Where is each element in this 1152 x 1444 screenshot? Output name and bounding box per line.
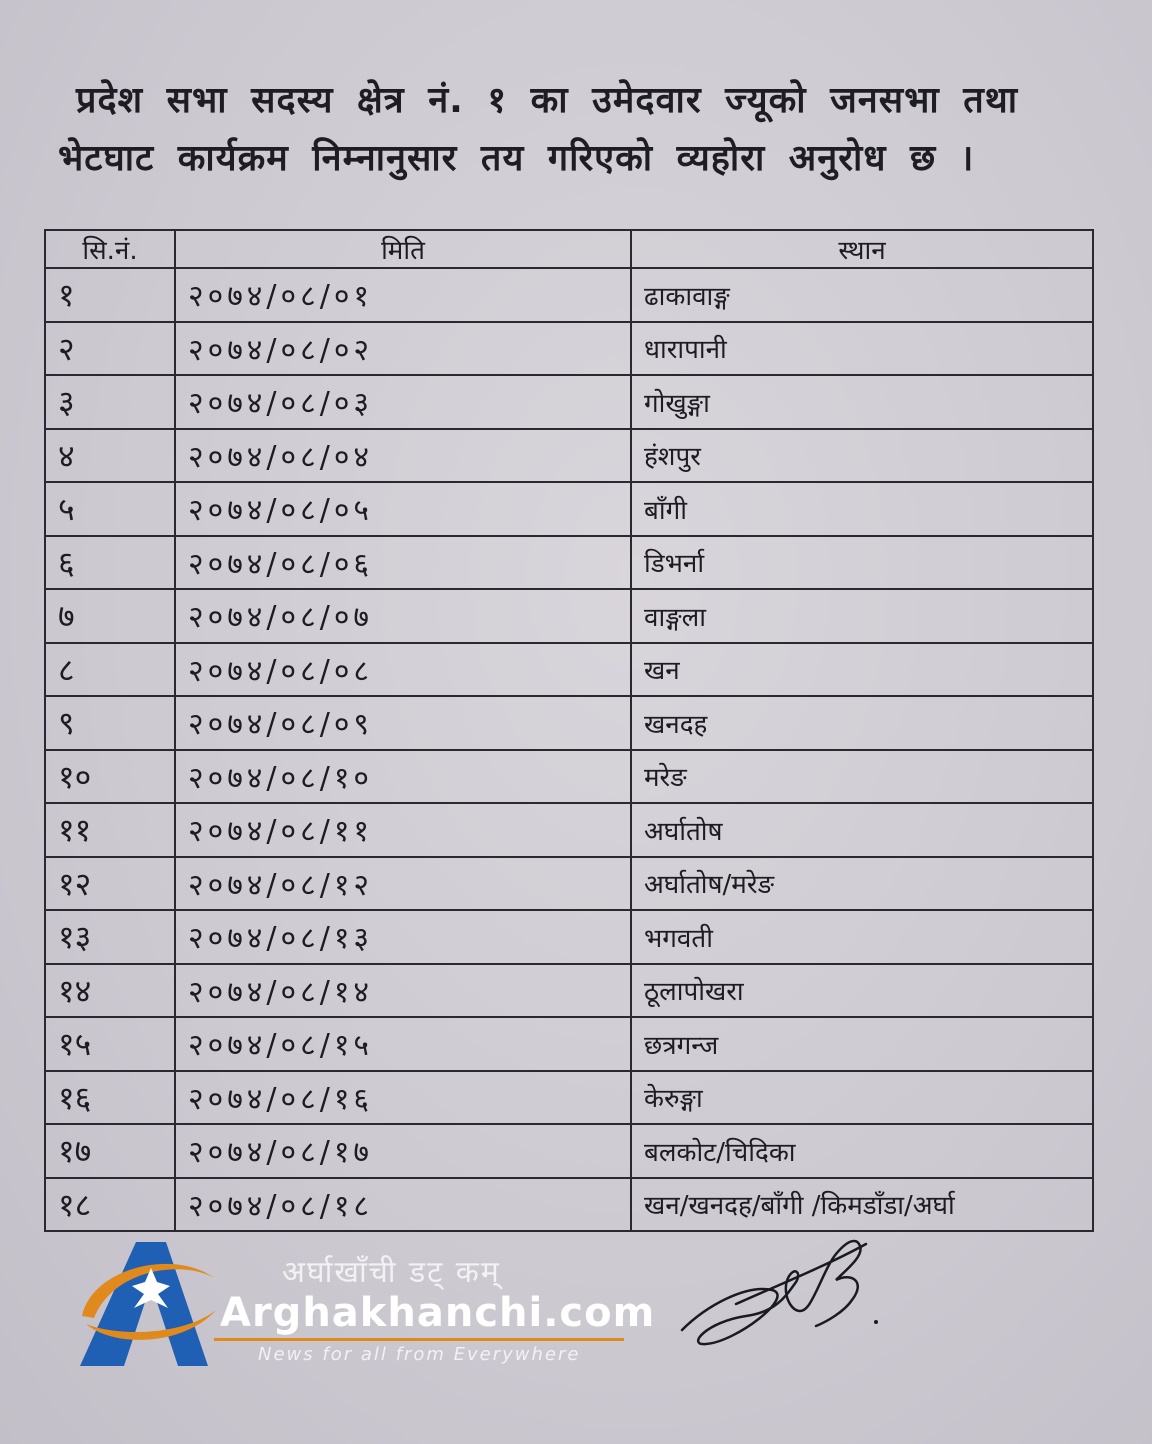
table-row <box>45 268 1093 322</box>
cell-serial: ३ <box>45 375 175 429</box>
table-row <box>45 375 1093 429</box>
cell-place: मरेङ <box>631 750 1093 804</box>
cell-place: धारापानी <box>631 322 1093 376</box>
cell-date: २०७४/०८/१७ <box>175 1124 631 1178</box>
cell-serial: १ <box>45 268 175 322</box>
cell-serial: १४ <box>45 964 175 1018</box>
table-row <box>45 803 1093 857</box>
cell-date: २०७४/०८/१४ <box>175 964 631 1018</box>
table-row <box>45 429 1093 483</box>
table-row <box>45 964 1093 1018</box>
cell-place: बाँगी <box>631 482 1093 536</box>
cell-place: खन <box>631 643 1093 697</box>
logo-site-name: Arghakhanchi.com <box>220 1290 656 1336</box>
signature-icon <box>676 1226 896 1356</box>
table-row <box>45 589 1093 643</box>
cell-place: डिभर्ना <box>631 536 1093 590</box>
cell-place: भगवती <box>631 910 1093 964</box>
cell-serial: ८ <box>45 643 175 697</box>
cell-place: ठूलापोखरा <box>631 964 1093 1018</box>
table-row <box>45 1178 1093 1232</box>
cell-date: २०७४/०८/०१ <box>175 268 631 322</box>
logo-divider <box>214 1338 624 1341</box>
header-place: स्थान <box>631 230 1093 268</box>
cell-date: २०७४/०८/०७ <box>175 589 631 643</box>
table-row <box>45 1071 1093 1125</box>
table-row <box>45 857 1093 911</box>
cell-place: गोखुङ्गा <box>631 375 1093 429</box>
intro-paragraph <box>58 72 1148 188</box>
cell-serial: ११ <box>45 803 175 857</box>
cell-place: केरुङ्गा <box>631 1071 1093 1125</box>
cell-place: अर्घातोष/मरेङ <box>631 857 1093 911</box>
cell-serial: ७ <box>45 589 175 643</box>
cell-serial: ६ <box>45 536 175 590</box>
cell-place: छत्रगन्ज <box>631 1017 1093 1071</box>
cell-serial: ४ <box>45 429 175 483</box>
intro-line-2: भेटघाट कार्यक्रम निम्नानुसार तय गरिएको व्यहोरा अनुरोध छ । <box>58 138 975 179</box>
cell-place: वाङ्गला <box>631 589 1093 643</box>
cell-place: बलकोट/चिदिका <box>631 1124 1093 1178</box>
table-row <box>45 696 1093 750</box>
cell-serial: १८ <box>45 1178 175 1232</box>
cell-date: २०७४/०८/१२ <box>175 857 631 911</box>
table-row <box>45 910 1093 964</box>
cell-serial: १७ <box>45 1124 175 1178</box>
logo-nepali-name: अर्घाखाँची डट् कम् <box>282 1255 501 1290</box>
cell-date: २०७४/०८/०८ <box>175 643 631 697</box>
cell-date: २०७४/०८/०९ <box>175 696 631 750</box>
table-row <box>45 536 1093 590</box>
table-row <box>45 482 1093 536</box>
cell-serial: १५ <box>45 1017 175 1071</box>
cell-date: २०७४/०८/१५ <box>175 1017 631 1071</box>
arghakhanchi-logo <box>74 1238 656 1370</box>
cell-serial: ९ <box>45 696 175 750</box>
cell-date: २०७४/०८/१६ <box>175 1071 631 1125</box>
cell-date: २०७४/०८/०४ <box>175 429 631 483</box>
cell-serial: १० <box>45 750 175 804</box>
table-row <box>45 750 1093 804</box>
cell-date: २०७४/०८/०२ <box>175 322 631 376</box>
cell-serial: २ <box>45 322 175 376</box>
logo-a-icon <box>74 1238 224 1370</box>
cell-serial: १२ <box>45 857 175 911</box>
cell-place: हंशपुर <box>631 429 1093 483</box>
table-header-row <box>45 230 1093 268</box>
cell-place: ढाकावाङ्ग <box>631 268 1093 322</box>
cell-date: २०७४/०८/०६ <box>175 536 631 590</box>
header-date: मिति <box>175 230 631 268</box>
table-row <box>45 322 1093 376</box>
intro-line-1: प्रदेश सभा सदस्य क्षेत्र नं. १ का उमेदवार ज्यूको जनसभा तथा <box>76 80 1019 121</box>
cell-serial: ५ <box>45 482 175 536</box>
table-row <box>45 1124 1093 1178</box>
cell-place: खन/खनदह/बाँगी /किमडाँडा/अर्घा <box>631 1178 1093 1232</box>
cell-date: २०७४/०८/१३ <box>175 910 631 964</box>
schedule-table <box>44 229 1094 1232</box>
cell-date: २०७४/०८/०३ <box>175 375 631 429</box>
cell-place: अर्घातोष <box>631 803 1093 857</box>
cell-date: २०७४/०८/१८ <box>175 1178 631 1232</box>
logo-tagline: News for all from Everywhere <box>258 1344 581 1365</box>
cell-serial: १६ <box>45 1071 175 1125</box>
cell-date: २०७४/०८/०५ <box>175 482 631 536</box>
cell-date: २०७४/०८/१० <box>175 750 631 804</box>
cell-place: खनदह <box>631 696 1093 750</box>
header-serial: सि.नं. <box>45 230 175 268</box>
table-row <box>45 1017 1093 1071</box>
cell-serial: १३ <box>45 910 175 964</box>
cell-date: २०७४/०८/११ <box>175 803 631 857</box>
table-row <box>45 643 1093 697</box>
